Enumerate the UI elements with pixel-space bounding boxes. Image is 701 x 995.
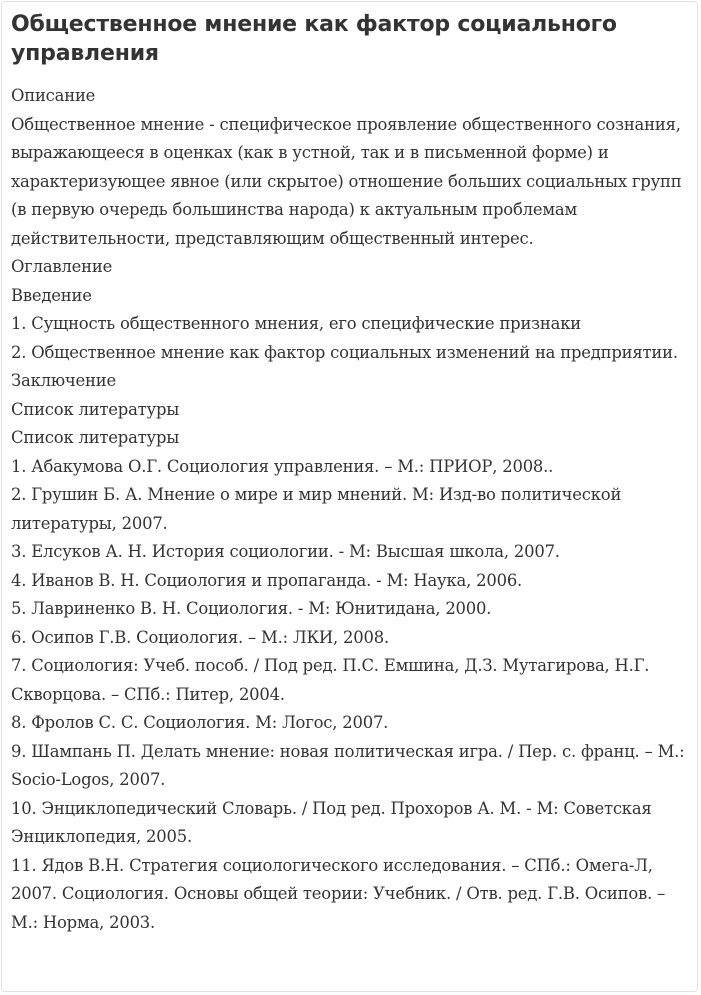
- document-body: [11, 82, 697, 937]
- toc-item: 1. Сущность общественного мнения, его специфические признаки: [11, 314, 581, 333]
- description-heading: Описание: [11, 86, 96, 105]
- document-content: [11, 10, 697, 937]
- reference-item: 1. Абакумова О.Г. Социология управления. – М.: ПРИОР, 2008..: [11, 456, 554, 476]
- toc-heading: Оглавление: [11, 257, 113, 276]
- document-card: [1, 1, 698, 992]
- reference-item: 9. Шампань П. Делать мнение: новая политическая игра. / Пер. с. франц. – М.: Socio-Logos, 2007.: [11, 741, 685, 789]
- reference-item: 8. Фролов С. С. Социология. М: Логос, 2007.: [11, 713, 389, 732]
- title-spacer: [11, 68, 697, 82]
- reference-item: 6. Осипов Г.В. Социология. – М.: ЛКИ, 2008.: [11, 627, 389, 647]
- reference-item: 11. Ядов В.Н. Стратегия социологического исследования. – СПб.: Омега-Л, 2007. Социология. Основы общей теории: Учебник. / Отв. ред. Г.В. Осипов. – М.: Норма, 2003.: [11, 855, 666, 932]
- toc-item: Список литературы: [11, 399, 180, 419]
- toc-item: Введение: [11, 285, 92, 305]
- reference-item: 2. Грушин Б. А. Мнение о мире и мир мнений. М: Изд-во политической литературы, 2007.: [11, 485, 622, 533]
- reference-item: 3. Елсуков А. Н. История социологии. - М: Высшая школа, 2007.: [11, 542, 560, 561]
- reference-item: 4. Иванов В. Н. Социология и пропаганда. - М: Наука, 2006.: [11, 570, 523, 590]
- reference-item: 5. Лавриненко В. Н. Социология. - М: Юнитидана, 2000.: [11, 599, 492, 618]
- references-heading: Список литературы: [11, 428, 180, 447]
- toc-item: 2. Общественное мнение как фактор социальных изменений на предприятии.: [11, 342, 678, 362]
- page-title: Общественное мнение как фактор социального управления: [11, 12, 617, 66]
- description-text: Общественное мнение - специфическое проявление общественного сознания, выражающееся в оценках (как в устной, так и в письменной форме) и характеризующее явное (или скрытое) отношение больших социальных групп (в первую очередь большинства народа) к актуальным проблемам действительности, представляющим общественный интерес.: [11, 114, 682, 248]
- reference-item: 7. Социология: Учеб. пособ. / Под ред. П.С. Емшина, Д.З. Мутагирова, Н.Г. Скворцова. – СПб.: Питер, 2004.: [11, 656, 650, 704]
- toc-item: Заключение: [11, 371, 116, 390]
- reference-item: 10. Энциклопедический Словарь. / Под ред. Прохоров А. М. - М: Советская Энциклопедия, 2005.: [11, 798, 652, 846]
